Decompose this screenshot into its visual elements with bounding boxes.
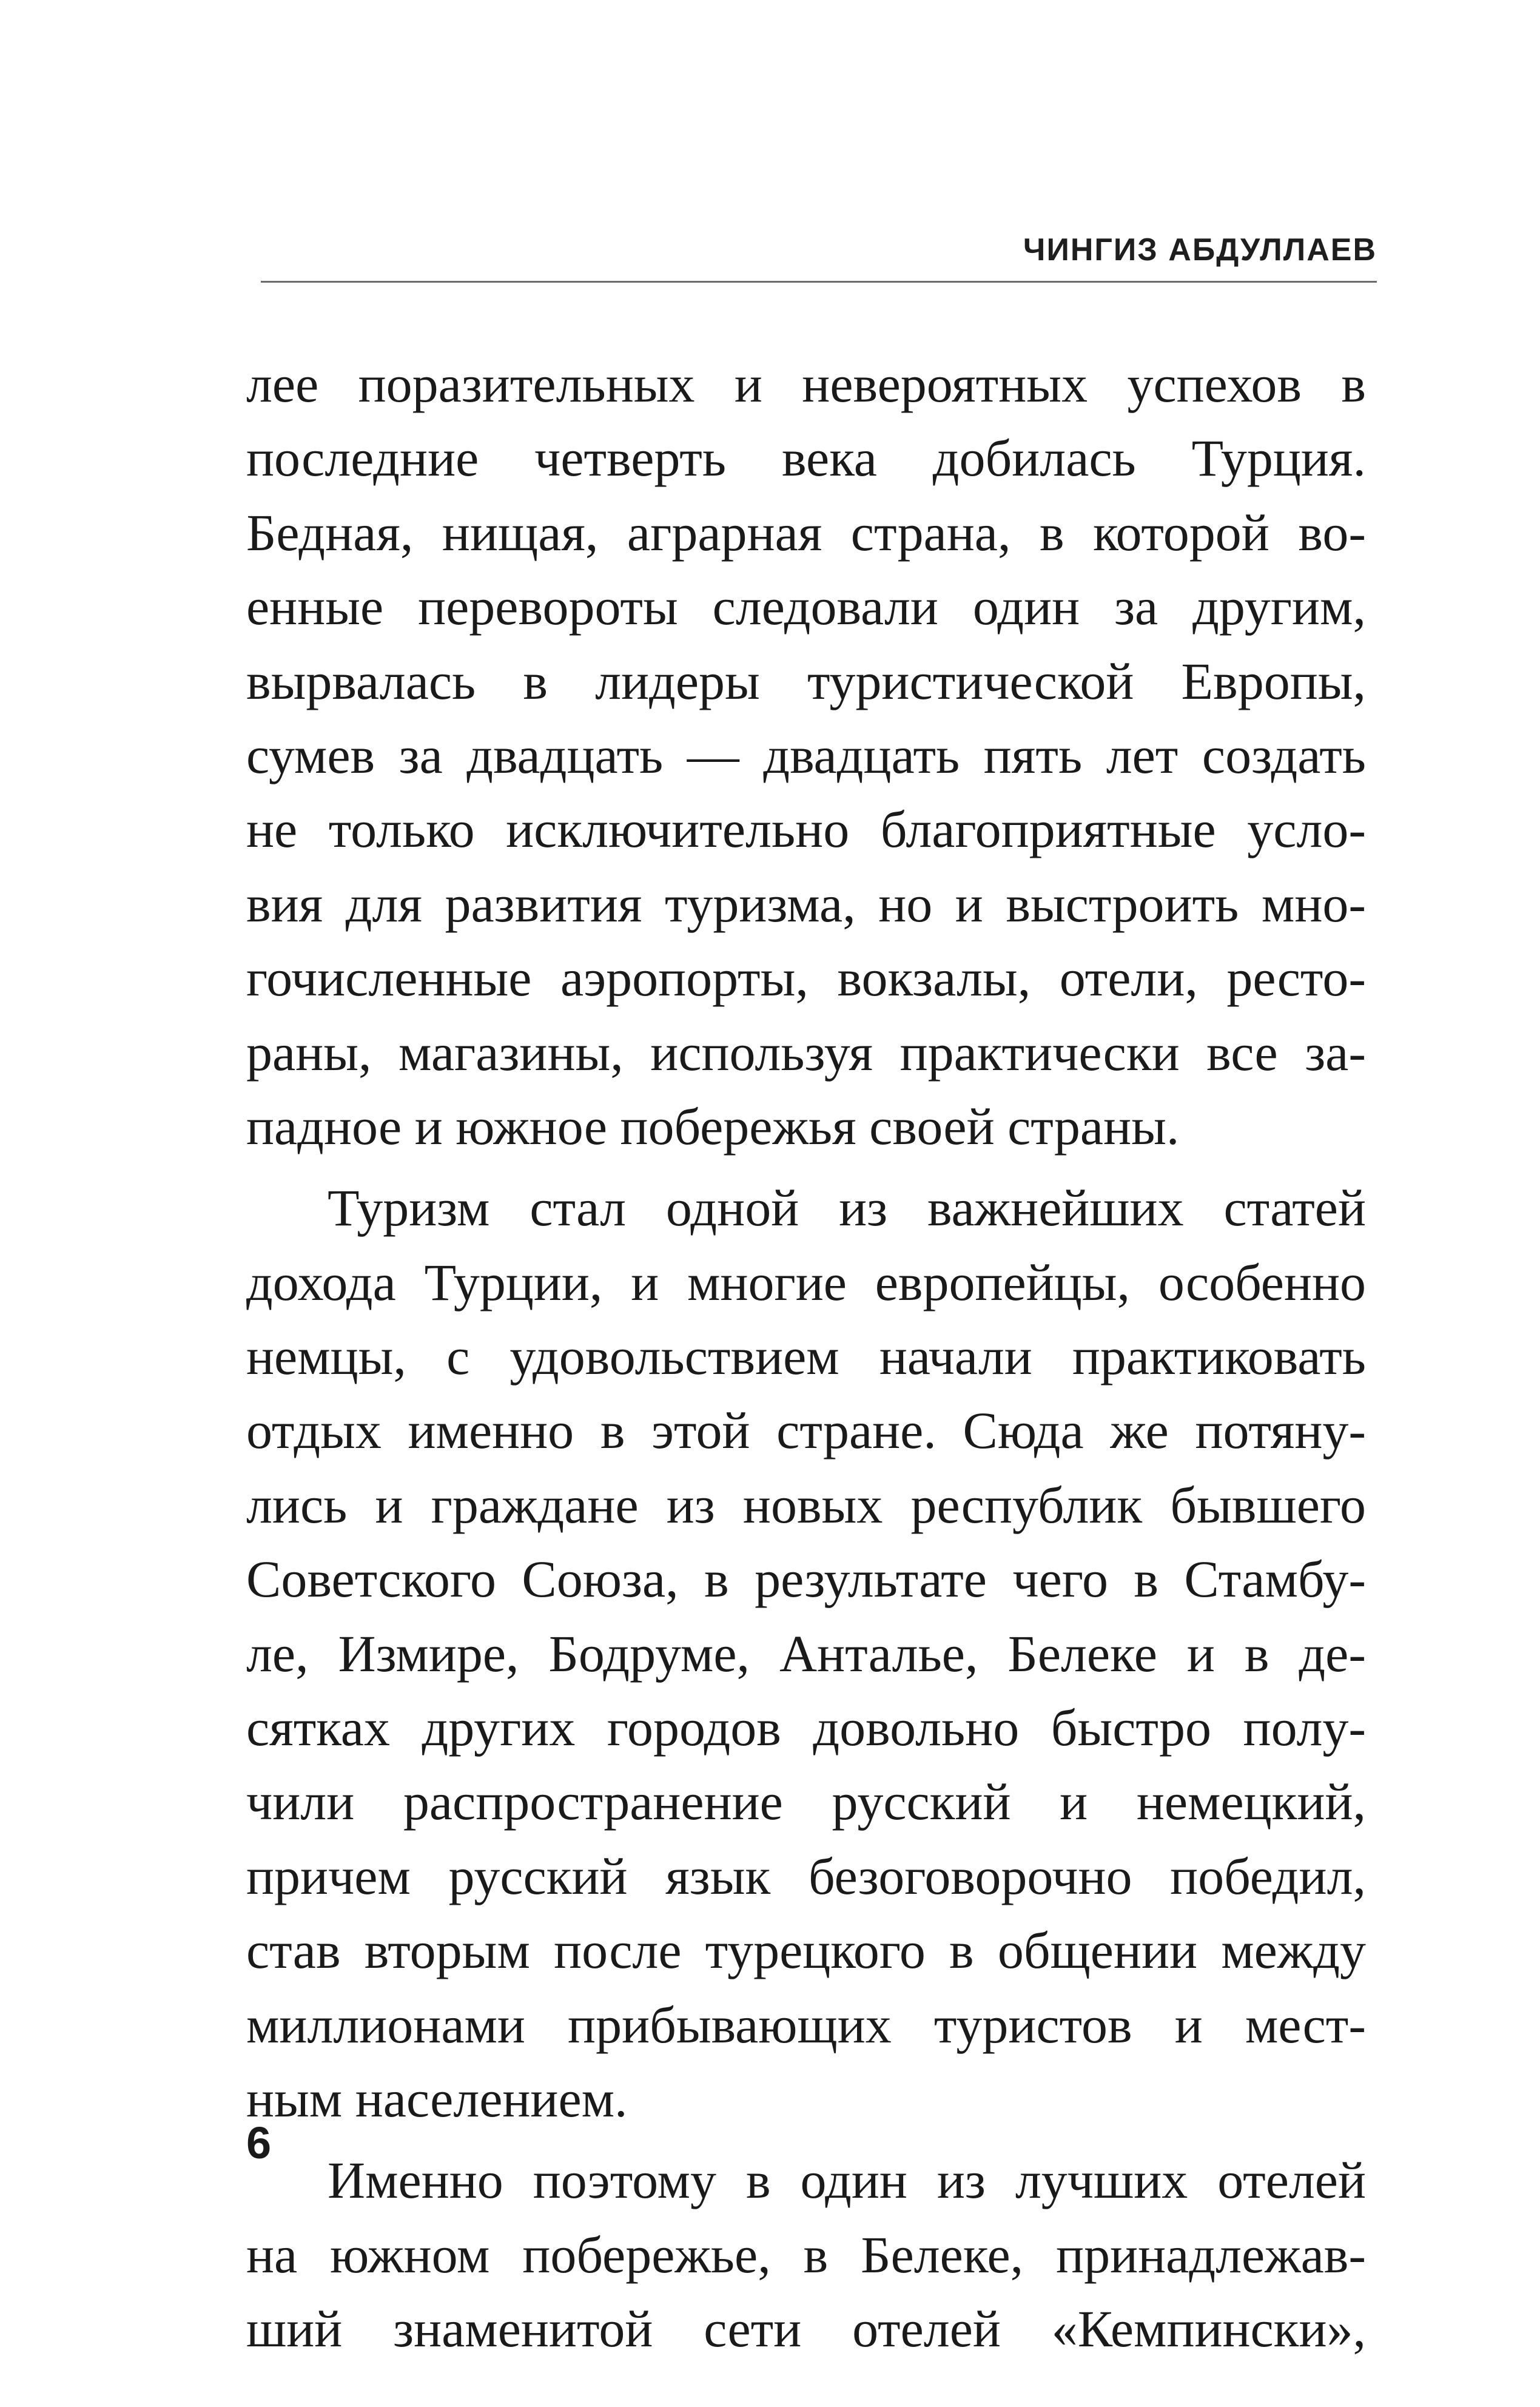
text-line: Туризм стал одной из важнейших статей	[328, 1179, 1366, 1237]
author-name: ЧИНГИЗ АБДУЛЛАЕВ	[1023, 232, 1377, 268]
text-line: лись и граждане из новых республик бывшего	[246, 1475, 1366, 1534]
text-line: на южном побережье, в Белеке, принадлежав-	[246, 2225, 1366, 2284]
text-line: гочисленные аэропорты, вокзалы, отели, ресто-	[246, 949, 1366, 1008]
text-line: раны, магазины, используя практически все за-	[246, 1023, 1366, 1082]
text-line: ле, Измире, Бодруме, Анталье, Белеке и в де-	[246, 1624, 1366, 1683]
paragraph-3	[246, 2143, 1366, 2366]
text-line: лее поразительных и невероятных успехов в	[246, 355, 1366, 413]
text-line: чили распространение русский и немецкий,	[246, 1772, 1366, 1831]
text-line: вия для развития туризма, но и выстроить мно-	[246, 874, 1366, 933]
text-line: падное и южное побережья своей страны.	[246, 1097, 1180, 1156]
text-line: Бедная, нищая, аграрная страна, в которой во-	[246, 503, 1366, 562]
text-line: став вторым после турецкого в общении между	[246, 1921, 1366, 1980]
text-line: последние четверть века добилась Турция.	[246, 429, 1366, 488]
paragraph-1	[246, 347, 1366, 1163]
text-line: не только исключительно благоприятные усло-	[246, 800, 1366, 859]
text-line: причем русский язык безоговорочно победил,	[246, 1846, 1366, 1905]
paragraph-2	[246, 1171, 1366, 2136]
text-line: дохода Турции, и многие европейцы, особенно	[246, 1253, 1366, 1311]
page-number: 6	[246, 2118, 272, 2168]
text-line: ным населением.	[246, 2069, 628, 2128]
running-head	[261, 224, 1377, 283]
text-line: Советского Союза, в результате чего в Стамбу-	[246, 1550, 1366, 1609]
text-line: ший знаменитой сети отелей «Кемпински»,	[246, 2300, 1366, 2358]
text-line: немцы, с удовольствием начали практиковать	[246, 1327, 1366, 1386]
text-line: сумев за двадцать — двадцать пять лет создать	[246, 725, 1366, 784]
body-text	[246, 347, 1366, 2366]
text-line: енные перевороты следовали один за другим,	[246, 577, 1366, 636]
text-line: вырвалась в лидеры туристической Европы,	[246, 651, 1366, 710]
text-line: сятках других городов довольно быстро полу-	[246, 1698, 1366, 1757]
text-line: Именно поэтому в один из лучших отелей	[328, 2151, 1366, 2210]
text-line: миллионами прибывающих туристов и мест-	[246, 1995, 1366, 2054]
text-line: отдых именно в этой стране. Сюда же потяну-	[246, 1401, 1366, 1460]
